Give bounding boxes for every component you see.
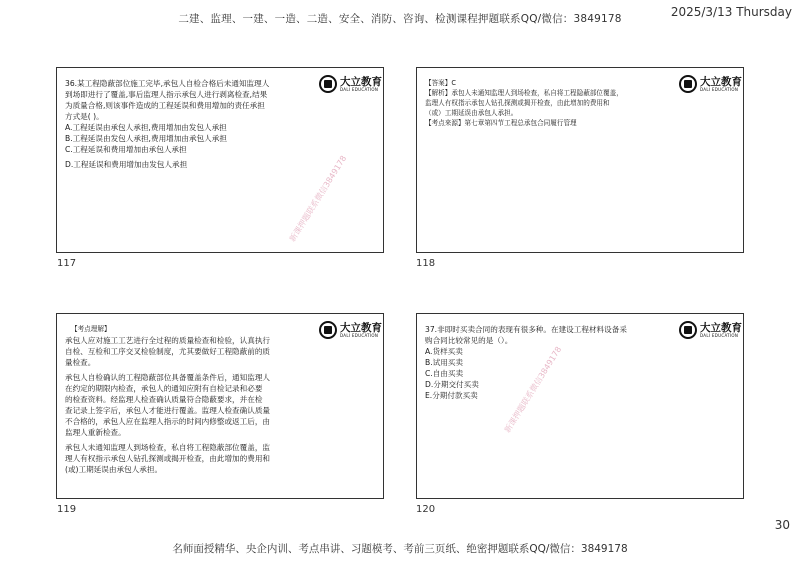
- slide-content: [65, 78, 310, 170]
- option-c: C.工程延误和费用增加由承包人承担: [65, 145, 187, 154]
- question-line: 为质量合格,则该事件造成的工程延误和费用增加的责任承担: [65, 101, 265, 110]
- dali-logo-icon: [679, 321, 697, 339]
- question-line: 方式是( )。: [65, 112, 104, 121]
- question-line: 37.非即时买卖合同的表现有很多种。在建设工程材料设备采: [425, 325, 627, 334]
- date-label: 2025/3/13 Thursday: [670, 5, 792, 19]
- slide-119: [56, 313, 384, 499]
- option-d: D.工程延误和费用增加由发包人承担: [65, 160, 188, 169]
- analysis-line: （或）工期延误由承包人承担。: [425, 109, 518, 117]
- logo-name: 大立教育: [700, 322, 742, 334]
- logo-english: DALI EDUCATION: [700, 87, 739, 92]
- watermark: 新课押题联系微信3849178: [287, 154, 349, 244]
- body-line: 承包人未通知监理人到场检查，私自将工程隐蔽部位覆盖，监: [65, 443, 271, 452]
- slide-number: 117: [57, 258, 77, 269]
- page-number: 30: [774, 518, 790, 532]
- logo-english: DALI EDUCATION: [340, 333, 379, 338]
- watermark: 新课押题联系微信3849178: [502, 345, 564, 435]
- body-line: (或)工期延误由承包人承担。: [65, 465, 163, 474]
- slide-content: [425, 78, 675, 128]
- option-d: D.分期交付买卖: [425, 380, 479, 389]
- body-line: 的检查资料。经监理人检查确认质量符合隐蔽要求，并在检: [65, 395, 263, 404]
- option-b: B.工程延误由发包人承担,费用增加由承包人承担: [65, 134, 227, 143]
- dali-logo: [679, 320, 742, 342]
- logo-name: 大立教育: [700, 76, 742, 88]
- body-line: 在约定的期限内检查，承包人的通知应附有自检记录和必要: [65, 384, 263, 393]
- page-footer: 名师面授精华、央企内训、考点串讲、习题模考、考前三页纸、绝密押题联系QQ/微信：3849178: [172, 543, 628, 555]
- logo-name: 大立教育: [340, 322, 382, 334]
- body-line: 监理人重新检查。: [65, 428, 126, 437]
- option-a: A.货样买卖: [425, 347, 463, 356]
- slide-number: 119: [57, 504, 77, 515]
- body-line: 理人有权指示承包人钻孔探测或揭开检查，由此增加的费用和: [65, 454, 271, 463]
- body-line: 承包人自检确认的工程隐蔽部位具备覆盖条件后，通知监理人: [65, 373, 271, 382]
- body-line: 自检、互检和工序交叉检验制度，尤其要做好工程隐蔽前的质: [65, 347, 271, 356]
- body-line: 量检查。: [65, 358, 96, 367]
- dali-logo: [319, 74, 382, 96]
- slide-number: 120: [416, 504, 436, 515]
- body-line: 查记录上签字后，承包人才能进行覆盖。监理人检查确认质量: [65, 406, 271, 415]
- dali-logo-icon: [319, 75, 337, 93]
- body-line: 承包人应对施工工艺进行全过程的质量检查和检验，认真执行: [65, 336, 271, 345]
- dali-logo-icon: [679, 75, 697, 93]
- question-line: 36.某工程隐蔽部位施工完毕,承包人自检合格后未通知监理人: [65, 79, 270, 88]
- logo-english: DALI EDUCATION: [340, 87, 379, 92]
- slide-120: [416, 313, 744, 499]
- analysis-line: 【解析】承包人未通知监理人到场检查，私自将工程隐蔽部位覆盖，: [425, 89, 623, 97]
- option-b: B.试用买卖: [425, 358, 463, 367]
- option-c: C.自由买卖: [425, 369, 464, 378]
- slide-118: [416, 67, 744, 253]
- logo-name: 大立教育: [340, 76, 382, 88]
- question-line: 购合同比较常见的是（）。: [425, 336, 513, 345]
- body-line: 不合格的，承包人应在监理人指示的时间内修整或返工后，由: [65, 417, 271, 426]
- slide-content: [65, 324, 315, 475]
- slide-number: 118: [416, 258, 436, 269]
- section-heading: 【考点理解】: [71, 325, 111, 333]
- analysis-line: 监理人有权指示承包人钻孔探测或揭开检查，由此增加的费用和: [425, 99, 610, 107]
- source-line: 【考点来源】第七章第四节工程总承包合同履行管理: [425, 119, 577, 127]
- option-a: A.工程延误由承包人承担,费用增加由发包人承担: [65, 123, 227, 132]
- question-line: 到场即进行了覆盖,事后监理人指示承包人进行剥离检查,结果: [65, 90, 268, 99]
- dali-logo: [319, 320, 382, 342]
- dali-logo-icon: [319, 321, 337, 339]
- page-header: 二建、监理、一建、一造、二造、安全、消防、咨询、检测课程押题联系QQ/微信：3849178: [178, 13, 622, 25]
- answer-line: 【答案】C: [425, 79, 456, 87]
- logo-english: DALI EDUCATION: [700, 333, 739, 338]
- option-e: E.分期付款买卖: [425, 391, 478, 400]
- dali-logo: [679, 74, 742, 96]
- slide-117: [56, 67, 384, 253]
